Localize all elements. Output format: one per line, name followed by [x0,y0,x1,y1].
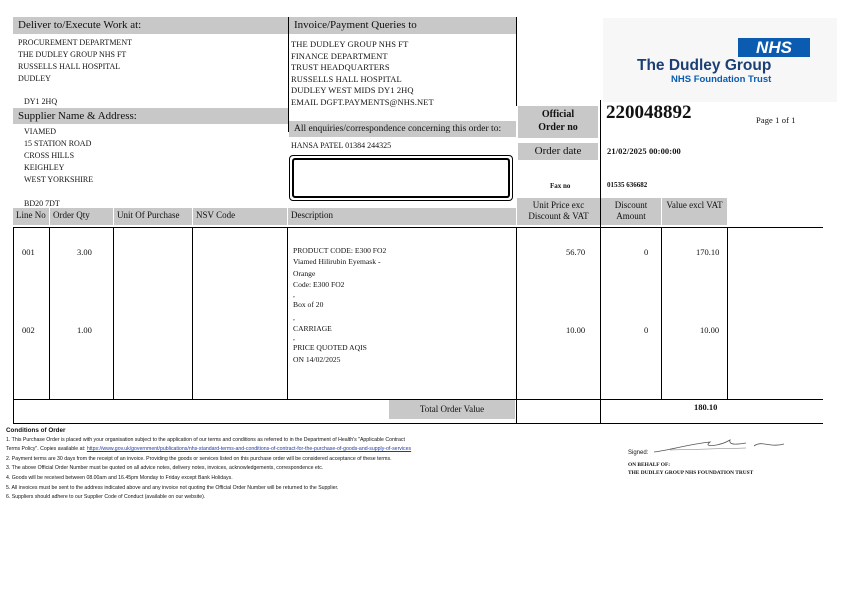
item-line-no: 002 [22,325,35,335]
contract-terms-link[interactable]: https://www.gov.uk/government/publications/nhs-standard-terms-and-conditions-of-contract-for-the-purchase-of-goods-and-supply-of-services [86,446,412,453]
item-line-no: 001 [22,247,35,257]
item-discount: 0 [644,247,649,257]
desc-line: CARRIAGE [293,324,332,333]
desc-line: , [293,289,295,299]
official-label-line: Order no [538,122,578,133]
invoice-line: DUDLEY WEST MIDS DY1 2HQ [291,85,414,95]
desc-line: Orange [293,268,316,278]
deliver-line: THE DUDLEY GROUP NHS FT [18,50,127,59]
desc-line: Box of 20 [293,299,324,309]
col-discount-line: Amount [616,211,646,221]
signed-label: Signed: [628,450,649,456]
supplier-address [24,126,284,186]
invoice-header: Invoice/Payment Queries to [289,17,516,34]
col-discount-line: Discount [614,200,648,210]
supplier-line: 15 STATION ROAD [24,139,92,148]
deliver-postcode: DY1 2HQ [24,97,58,106]
col-unit-price [517,198,600,225]
desc-line: Code: E300 FO2 [293,280,345,290]
fax-label: Fax no [550,182,571,190]
official-label-line: Official [541,109,575,120]
invoice-address [291,39,515,108]
deliver-line: PROCUREMENT DEPARTMENT [18,38,132,47]
condition-line: 5. All invoices must be sent to the address indicated above and any invoice not quoting the Official Order Number will be returned to the Supplier. [6,484,339,491]
condition-line: 4. Goods will be received between 08.00am and 16.45pm Monday to Friday except Bank Holidays. [6,474,233,481]
invoice-line: RUSSELLS HALL HOSPITAL [291,73,402,84]
item-qty: 3.00 [77,247,92,257]
nhs-badge: NHS [738,38,810,57]
supplier-line: KEIGHLEY [24,163,65,172]
invoice-line: THE DUDLEY GROUP NHS FT [291,39,409,49]
invoice-line: TRUST HEADQUARTERS [291,62,390,72]
item-value: 170.10 [696,247,720,257]
on-behalf-of [628,461,753,477]
deliver-line: DUDLEY [18,74,51,83]
condition-line: 3. The above Official Order Number must be quoted on all advice notes, delivery notes, invoices, acknowledgements, correspondence etc. [6,465,324,472]
deliver-header: Deliver to/Execute Work at: [13,17,288,34]
item-qty: 1.00 [77,325,92,335]
desc-line: PRODUCT CODE: E300 FO2 [293,246,387,255]
condition-line [6,445,606,455]
supplier-postcode: BD20 7DT [24,199,60,208]
item-description [293,245,386,310]
order-date-label: Order date [518,143,598,160]
item-value: 10.00 [700,325,720,335]
col-nsv-code: NSV Code [193,208,287,225]
item-discount: 0 [644,325,649,335]
item-unit-price: 10.00 [566,325,586,335]
order-number: 220048892 [606,102,692,123]
logo-name: The Dudley Group [637,57,772,74]
item-unit-price: 56.70 [566,247,586,257]
enquiries-header: All enquiries/correspondence concerning this order to: [289,121,516,137]
col-unit-of-purchase: Unit Of Purchase [114,208,192,225]
deliver-line: RUSSELLS HALL HOSPITAL [18,62,121,71]
desc-line: , [293,333,295,343]
condition-line: 6. Suppliers should adhere to our Supplier Code of Conduct (available on our website). [6,494,206,501]
item-description [293,313,367,365]
desc-line: , [293,313,295,322]
supplier-header: Supplier Name & Address: [13,108,288,124]
supplier-line: CROSS HILLS [24,151,75,160]
condition-line: 1. This Purchase Order is placed with your organisation subject to the application of our terms and conditions as referred to in the Department of Health's "Applicable Contract [6,436,405,443]
condition-line: 2. Payment terms are 30 days from the receipt of an invoice. Providing the goods or services listed on this purchase order will be considered acceptance of these terms. [6,455,392,462]
col-order-qty: Order Qty [50,208,113,225]
col-unit-price-line: Unit Price exc [532,200,585,210]
on-behalf-line: ON BEHALF OF: [628,462,671,468]
total-value: 180.10 [694,402,718,412]
col-description: Description [288,208,516,225]
deliver-address [18,37,283,85]
supplier-line: VIAMED [24,127,56,136]
on-behalf-line: THE DUDLEY GROUP NHS FOUNDATION TRUST [628,470,754,476]
desc-line: Viamed Hilirubin Eyemask - [293,257,381,267]
signature-scribble [650,434,790,456]
conditions-title: Conditions of Order [6,427,66,434]
notes-box [289,155,513,201]
trust-logo [603,18,837,102]
invoice-line: FINANCE DEPARTMENT [291,50,388,61]
page-count: Page 1 of 1 [756,115,796,125]
desc-line: ON 14/02/2025 [293,354,341,364]
logo-subtitle: NHS Foundation Trust [671,74,772,85]
col-value-excl-vat: Value excl VAT [662,198,727,225]
desc-line: PRICE QUOTED AQIS [293,343,367,353]
total-label: Total Order Value [389,400,515,419]
conditions-of-order [6,426,606,503]
fax-number: 01535 636682 [607,181,648,189]
col-discount [601,198,661,225]
invoice-line: EMAIL DGFT.PAYMENTS@NHS.NET [291,96,434,107]
enquiries-contact: HANSA PATEL 01384 244325 [291,141,392,150]
official-order-label [518,106,598,138]
col-unit-price-line: Discount & VAT [528,211,589,221]
col-line-no: Line No [13,208,49,225]
supplier-line: WEST YORKSHIRE [24,175,94,184]
order-date: 21/02/2025 00:00:00 [607,146,681,156]
condition-text: Terms Policy". Copies available at: [6,446,87,453]
